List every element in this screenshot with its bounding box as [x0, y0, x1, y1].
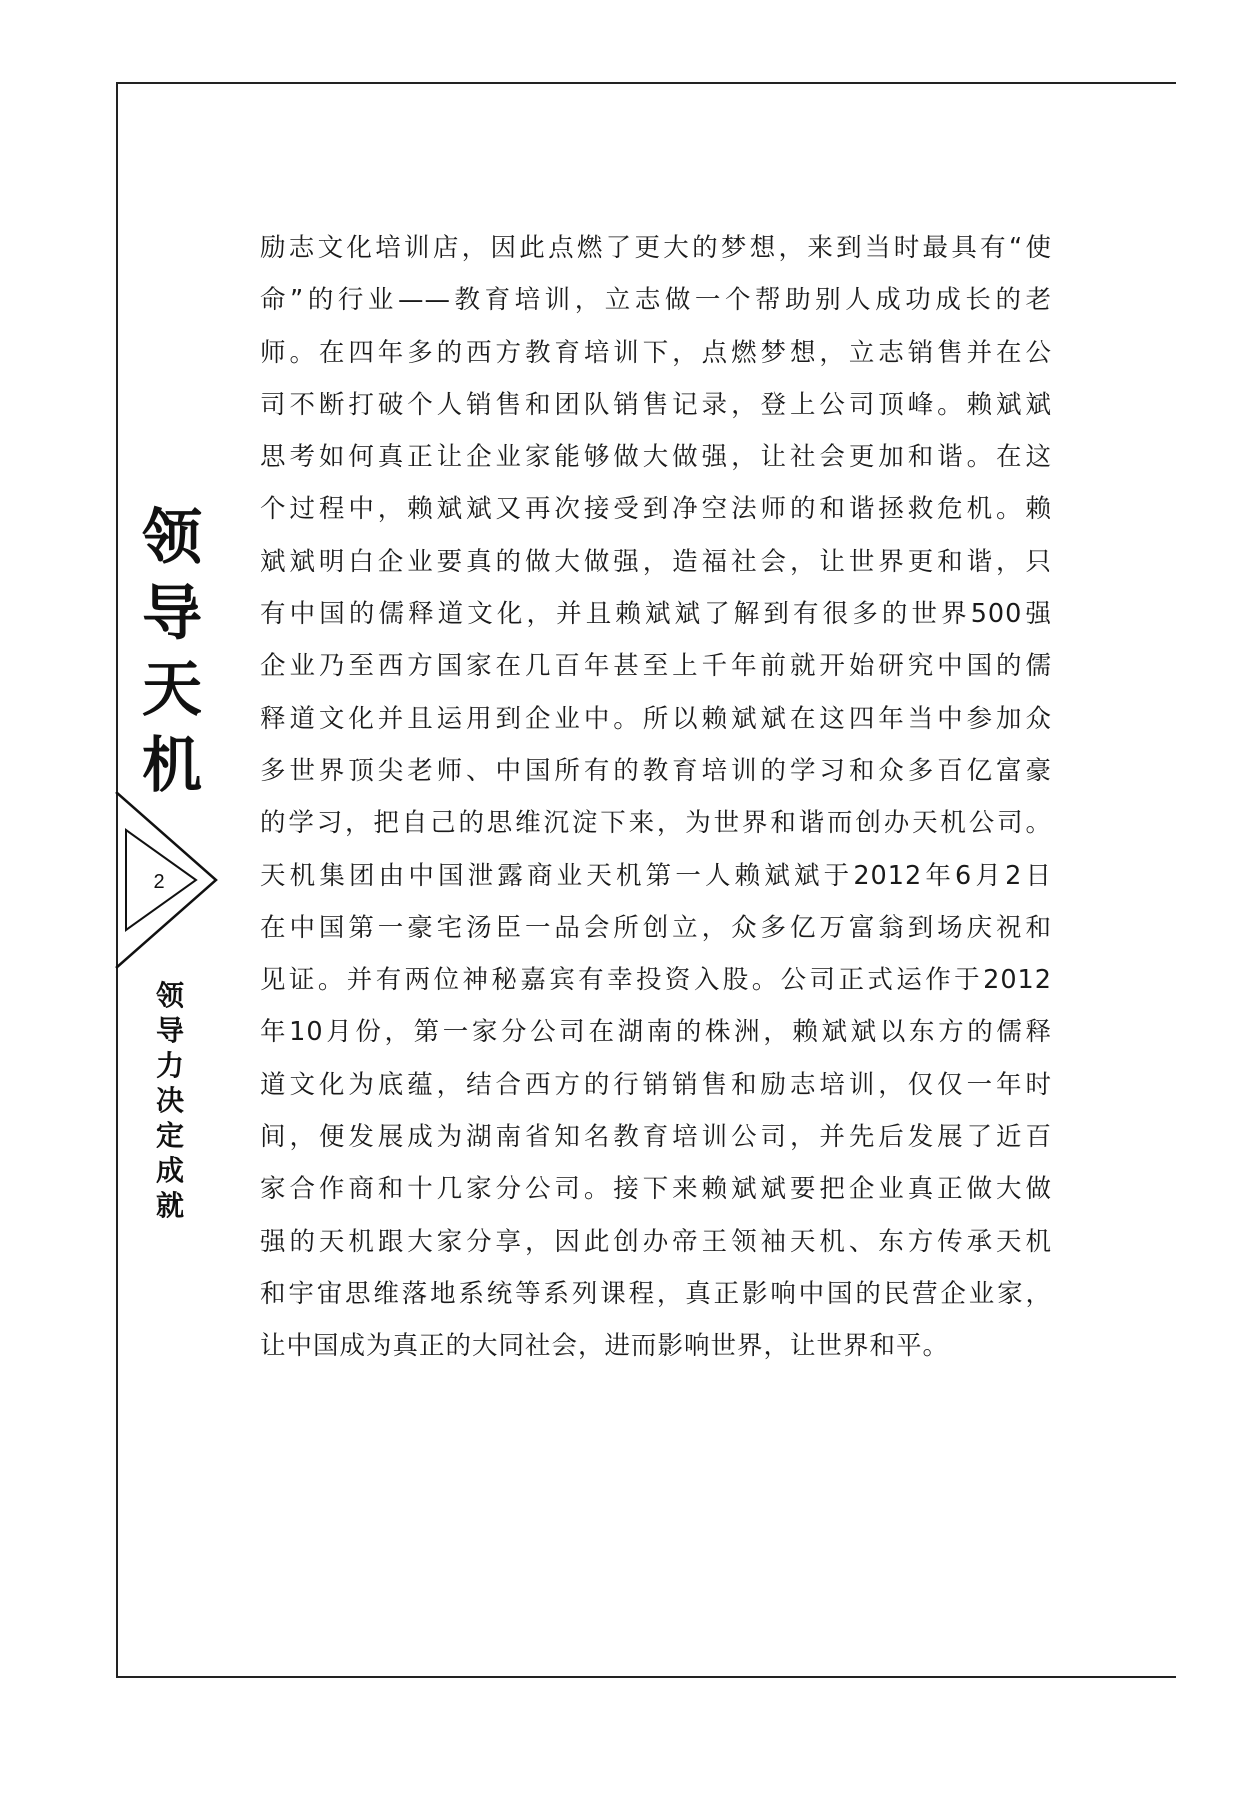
text-line: 间，便发展成为湖南省知名教育培训公司，并先后发展了近百	[260, 1122, 1052, 1153]
text-line: 多世界顶尖老师、中国所有的教育培训的学习和众多百亿富豪	[260, 755, 1052, 786]
text-line: 年10月份，第一家分公司在湖南的株洲，赖斌斌以东方的儒释	[260, 1017, 1052, 1048]
text-line: 家合作商和十几家分公司。接下来赖斌斌要把企业真正做大做	[260, 1174, 1052, 1205]
text-line: 师。在四年多的西方教育培训下，点燃梦想，立志销售并在公	[260, 337, 1052, 368]
text-line: 见证。并有两位神秘嘉宾有幸投资入股。公司正式运作于2012	[260, 965, 1052, 996]
text-line: 在中国第一豪宅汤臣一品会所创立，众多亿万富翁到场庆祝和	[260, 912, 1052, 943]
text-line: 思考如何真正让企业家能够做大做强，让社会更加和谐。在这	[260, 442, 1052, 473]
chapter-title-char: 就	[155, 1189, 184, 1222]
book-title-char: 天	[142, 655, 202, 725]
text-line: 强的天机跟大家分享，因此创办帝王领袖天机、东方传承天机	[260, 1226, 1052, 1257]
text-line: 司不断打破个人销售和团队销售记录，登上公司顶峰。赖斌斌	[260, 389, 1052, 420]
text-line: 个过程中，赖斌斌又再次接受到净空法师的和谐拯救危机。赖	[260, 494, 1052, 525]
text-line: 斌斌明白企业要真的做大做强，造福社会，让世界更和谐，只	[260, 546, 1052, 577]
text-line: 道文化为底蕴，结合西方的行销销售和励志培训，仅仅一年时	[260, 1069, 1052, 1100]
text-line: 励志文化培训店，因此点燃了更大的梦想，来到当时最具有“使	[260, 233, 1052, 263]
book-title-char: 导	[142, 579, 202, 649]
chapter-title-char: 决	[155, 1084, 184, 1117]
chapter-title	[152, 978, 188, 1223]
book-title-char: 领	[142, 503, 202, 573]
chapter-title-char: 成	[155, 1154, 184, 1187]
text-line: 命”的行业——教育培训，立志做一个帮助别人成功成长的老	[260, 285, 1052, 316]
chapter-title-char: 导	[155, 1014, 184, 1047]
text-line: 的学习，把自己的思维沉淀下来，为世界和谐而创办天机公司。	[260, 808, 1052, 839]
text-line: 天机集团由中国泄露商业天机第一人赖斌斌于2012年6月2日	[260, 860, 1052, 891]
text-line: 有中国的儒释道文化，并且赖斌斌了解到有很多的世界500强	[260, 599, 1052, 630]
frame-bottom-rule	[116, 1676, 1176, 1678]
book-title-char: 机	[142, 731, 202, 801]
text-line: 和宇宙思维落地系统等系列课程，真正影响中国的民营企业家，	[260, 1278, 1052, 1309]
chapter-title-char: 定	[155, 1119, 184, 1152]
text-line: 企业乃至西方国家在几百年甚至上千年前就开始研究中国的儒	[260, 651, 1052, 682]
body-paragraph	[260, 222, 1052, 1373]
chapter-title-char: 力	[155, 1049, 184, 1082]
text-line: 让中国成为真正的大同社会，进而影响世界，让世界和平。	[260, 1331, 950, 1362]
text-line: 释道文化并且运用到企业中。所以赖斌斌在这四年当中参加众	[260, 703, 1052, 734]
chapter-title-char: 领	[155, 979, 184, 1012]
page-number: 2	[153, 871, 165, 893]
book-title	[138, 500, 206, 804]
frame-top-rule	[116, 82, 1176, 84]
